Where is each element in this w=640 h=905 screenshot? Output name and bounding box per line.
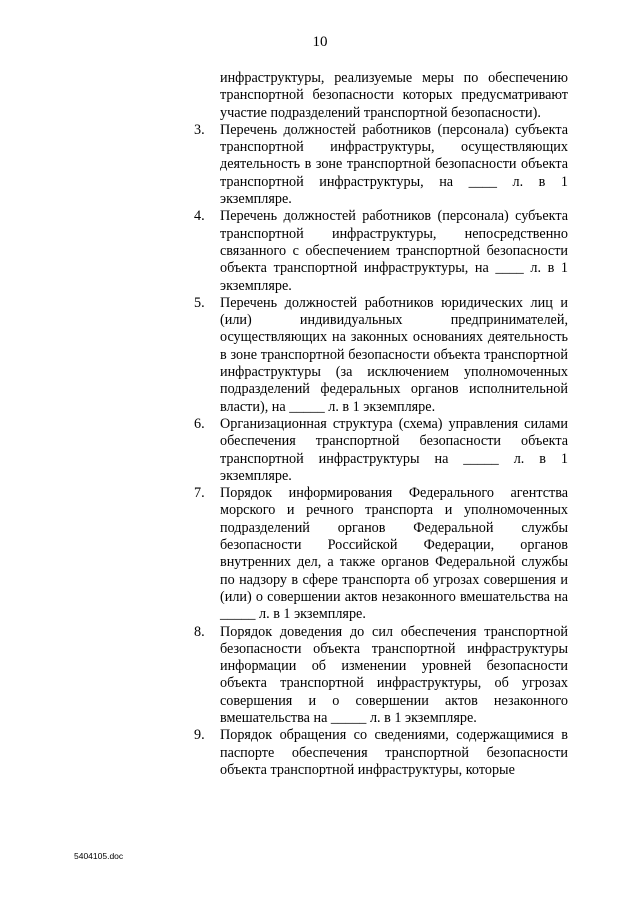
item-text: Порядок информирования Федерального агентства морского и речного транспорта и уполномоченных подразделений органов Федеральной службы безопасности Российской Федерации, органов внутренних дел, а также органов Федеральной службы по надзору в сфере транспорта об угрозах совершения и (или) о совершении актов незаконного вмешательства на _____ л. в 1 экземпляре.	[220, 485, 568, 623]
list-item-7	[194, 485, 568, 623]
item-text: Порядок обращения со сведениями, содержащимися в паспорте обеспечения транспортной безопасности объекта транспортной инфраструктуры, которые	[220, 727, 568, 778]
item-number: 3.	[194, 121, 205, 138]
item-text: Перечень должностей работников (персонала) субъекта транспортной инфраструктуры, осуществляющих деятельность в зоне транспортной безопасности объекта транспортной инфраструктуры, на ____ л. в 1 экземпляре.	[220, 121, 568, 208]
item-text: Организационная структура (схема) управления силами обеспечения транспортной безопасности объекта транспортной инфраструктуры на _____ л. в 1 экземпляре.	[220, 415, 568, 484]
item-text: Порядок доведения до сил обеспечения транспортной безопасности объекта транспортной инфраструктуры информации об изменении уровней безопасности объекта транспортной инфраструктуры, об угрозах совершения и о совершении актов незаконного вмешательства на _____ л. в 1 экземпляре.	[220, 623, 568, 726]
continuation-paragraph: инфраструктуры, реализуемые меры по обеспечению транспортной безопасности которых предусматривают участие подразделений транспортной безопасности).	[220, 70, 568, 121]
list-item-8	[194, 624, 568, 728]
item-text: Перечень должностей работников юридических лиц и (или) индивидуальных предпринимателей, осуществляющих на законных основаниях деятельность в зоне транспортной безопасности объекта транспортной инфраструктуры (за исключением уполномоченных подразделений федеральных органов исполнительной власти), на _____ л. в 1 экземпляре.	[220, 294, 568, 415]
list-item-5	[194, 295, 568, 416]
list-item-4	[194, 208, 568, 294]
list-item-6	[194, 416, 568, 485]
document-body	[194, 70, 568, 779]
list-item-3	[194, 122, 568, 208]
item-number: 7.	[194, 485, 205, 502]
item-number: 5.	[194, 294, 205, 311]
item-number: 6.	[194, 415, 205, 432]
file-name-footer: 5404105.doc	[74, 851, 124, 861]
page-number: 10	[312, 34, 328, 50]
list-item-9	[194, 727, 568, 779]
item-number: 4.	[194, 208, 205, 225]
numbered-list	[194, 122, 568, 779]
item-number: 9.	[194, 727, 205, 744]
item-number: 8.	[194, 623, 205, 640]
item-text: Перечень должностей работников (персонала) субъекта транспортной инфраструктуры, непосредственно связанного с обеспечением транспортной безопасности объекта транспортной инфраструктуры, на ____ л. в 1 экземпляре.	[220, 208, 568, 294]
